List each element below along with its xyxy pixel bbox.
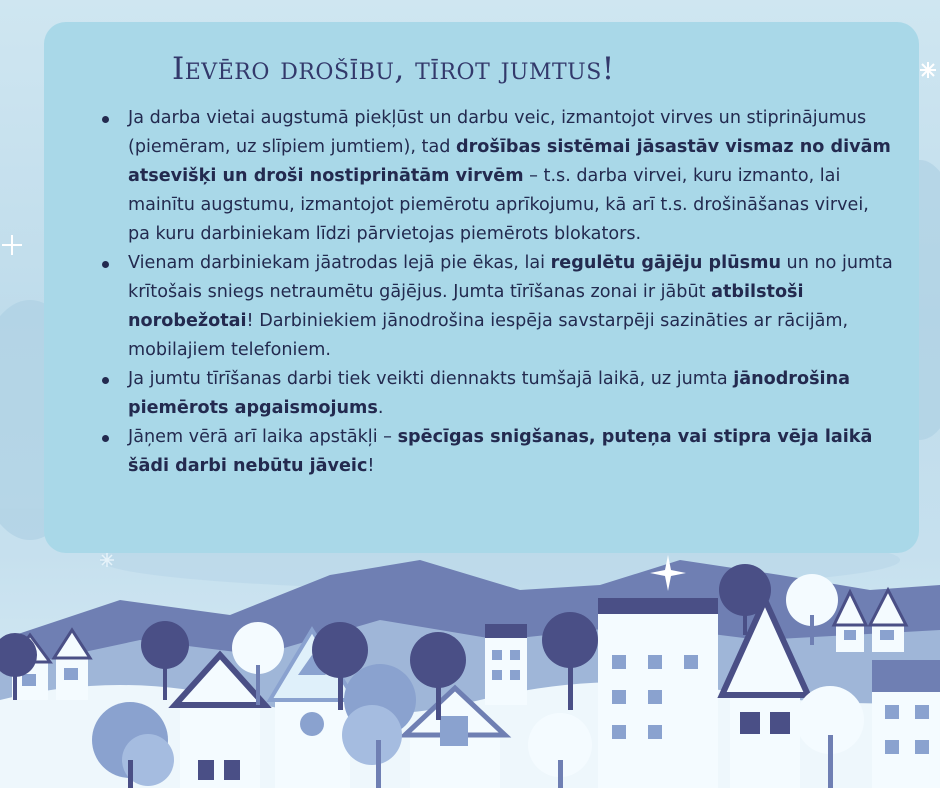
bullet-text: .: [377, 398, 384, 418]
bullet-text: Vienam darbiniekam jāatrodas lejā pie ēkas, lai: [128, 253, 551, 273]
list-item: [102, 423, 895, 481]
bullet-emphasis: spēcīgas snigšanas, puteņa vai stipra vēja laikā šādi darbi nebūtu jāveic: [128, 427, 873, 476]
house-icon: [598, 598, 718, 788]
bullet-text: ! Darbiniekiem jānodrošina iespēja savstarpēji sazināties ar rācijām, mobilajiem telefoniem.: [128, 311, 849, 360]
bullet-emphasis: atbilstoši norobežotai: [128, 282, 804, 331]
snowflake-icon: [100, 553, 114, 567]
bullet-emphasis: drošības sistēmai jāsastāv vismaz no divām atsevišķi un droši nostiprinātām virvēm: [128, 137, 891, 186]
bullet-dot: [102, 435, 109, 442]
snowflake-icon: [920, 62, 936, 78]
bullet-emphasis: jānodrošina piemērots apgaismojums: [128, 369, 850, 418]
bullet-dot: [102, 116, 109, 123]
bullet-emphasis: regulētu gājēju plūsmu: [550, 253, 781, 273]
bullet-text: Ja jumtu tīrīšanas darbi tiek veikti diennakts tumšajā laikā, uz jumta: [128, 369, 734, 389]
bullet-dot: [102, 261, 109, 268]
bullet-text: un no jumta krītošais sniegs netraumētu gājējus. Jumta tīrīšanas zonai ir jābūt: [128, 253, 893, 302]
snowflake-icon: [2, 235, 22, 255]
safety-bullet-list: [84, 104, 895, 481]
list-item: [102, 249, 895, 365]
bullet-text: – t.s. darba virvei, kuru izmanto, lai mainītu augstumu, izmantojot piemērotu aprīkojumu, kā arī t.s. drošināšanas virvei, pa kuru darbiniekam līdzi pārvietojas piemērots blokators.: [128, 166, 869, 244]
page-title: Ievēro drošību, tīrot jumtus!: [172, 51, 615, 87]
house-icon: [485, 624, 527, 705]
bullet-dot: [102, 377, 109, 384]
list-item: [102, 104, 895, 249]
bullet-text: Ja darba vietai augstumā piekļūst un darbu veic, izmantojot virves un stiprinājumus (piemēram, uz slīpiem jumtiem), tad: [128, 108, 867, 157]
bullet-text: !: [367, 456, 375, 476]
list-item: [102, 365, 895, 423]
house-icon: [872, 660, 940, 788]
info-card: [44, 22, 919, 553]
bullet-text: Jāņem vērā arī laika apstākļi –: [128, 427, 398, 447]
